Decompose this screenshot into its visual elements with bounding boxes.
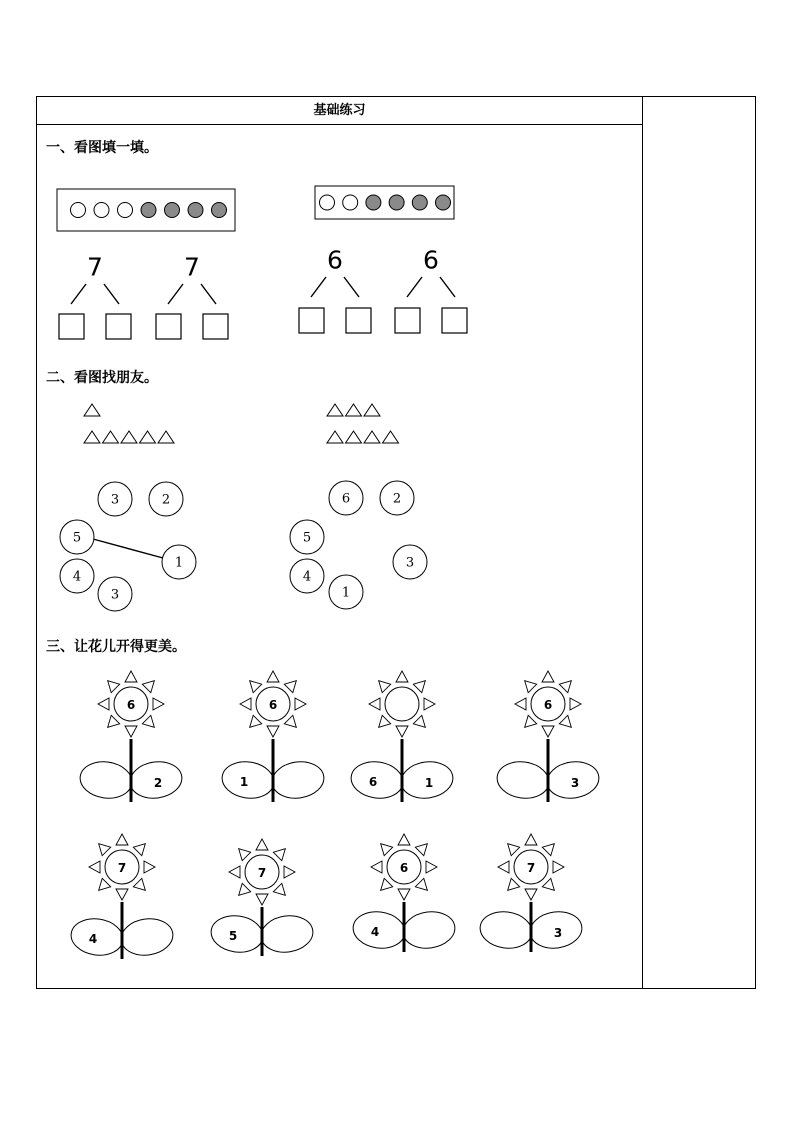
match-line — [93, 539, 163, 558]
flower-petal — [99, 878, 111, 890]
flower-petal — [229, 866, 240, 878]
flower-center-number: 6 — [126, 698, 136, 712]
number-circle-label: 1 — [174, 555, 184, 571]
flower-petal — [515, 698, 526, 710]
flower-leaf-left — [478, 909, 535, 952]
flower-petal — [108, 715, 120, 727]
triangle — [364, 431, 380, 443]
flower-right-number: 3 — [553, 926, 563, 940]
number-circle-label: 5 — [302, 530, 312, 546]
number-circle-label: 5 — [72, 530, 82, 546]
bead-gray — [141, 203, 156, 218]
bead-white — [343, 195, 358, 210]
triangle — [327, 431, 343, 443]
flower-petal — [525, 681, 537, 693]
decomposition-total: 6 — [327, 245, 343, 275]
flower-petal — [125, 671, 137, 682]
branch-line — [71, 284, 86, 304]
flower-petal — [381, 878, 393, 890]
flower-leaf-right — [401, 909, 458, 952]
flower-petal — [239, 849, 251, 861]
flower-left-number: 4 — [88, 932, 98, 946]
flower-petal — [542, 671, 554, 682]
triangle — [140, 431, 156, 443]
flower-petal — [284, 681, 296, 693]
flower-petal — [498, 861, 509, 873]
number-circle-label: 6 — [341, 491, 351, 507]
triangle — [103, 431, 119, 443]
bead-gray — [436, 195, 451, 210]
flower-petal — [415, 844, 427, 856]
bead-white — [118, 203, 133, 218]
bead-white — [71, 203, 86, 218]
triangle — [327, 404, 343, 416]
flower-petal — [133, 844, 145, 856]
flower-petal — [240, 698, 251, 710]
decomposition-total: 7 — [87, 252, 103, 282]
flower-leaf-right — [119, 916, 176, 959]
section-one-heading: 一、看图填一填。 — [46, 140, 158, 156]
number-circle-label: 3 — [110, 587, 120, 603]
number-circle-label: 3 — [405, 555, 415, 571]
number-circle-label: 4 — [302, 569, 312, 585]
flower-petal — [273, 849, 285, 861]
flower-petal — [379, 681, 391, 693]
flower-petal — [559, 681, 571, 693]
flower-petal — [239, 883, 251, 895]
triangle — [84, 404, 100, 416]
flower-petal — [381, 844, 393, 856]
flower-petal — [133, 878, 145, 890]
flower-left-number: 1 — [239, 775, 249, 789]
flower-center-number: 6 — [268, 698, 278, 712]
page-title: 基础练习 — [313, 103, 366, 118]
branch-line — [407, 277, 422, 297]
bead-gray — [212, 203, 227, 218]
flower-petal — [99, 844, 111, 856]
answer-box — [156, 314, 181, 339]
triangle — [121, 431, 137, 443]
flower-petal — [413, 681, 425, 693]
number-circle-label: 3 — [110, 492, 120, 508]
flower-petal — [284, 866, 295, 878]
flower-petal — [267, 726, 279, 737]
flower-petal — [125, 726, 137, 737]
answer-box — [395, 308, 420, 333]
bead-gray — [188, 203, 203, 218]
flower-petal — [559, 715, 571, 727]
flower-leaf-right — [259, 913, 316, 956]
flower-petal — [542, 726, 554, 737]
flower-left-number: 6 — [368, 775, 378, 789]
flower-petal — [153, 698, 164, 710]
flower-right-number: 2 — [153, 776, 163, 790]
flower-petal — [570, 698, 581, 710]
answer-box — [299, 308, 324, 333]
flower-petal — [542, 844, 554, 856]
bead-box — [315, 186, 454, 219]
flower-petal — [250, 715, 262, 727]
branch-line — [344, 277, 359, 297]
number-circle-label: 1 — [341, 585, 351, 601]
flower-petal — [250, 681, 262, 693]
flower-petal — [508, 878, 520, 890]
flower-petal — [424, 698, 435, 710]
triangle — [346, 431, 362, 443]
flower-petal — [267, 671, 279, 682]
flower-petal — [256, 894, 268, 905]
flower-center-number: 7 — [257, 866, 267, 880]
branch-line — [201, 284, 216, 304]
section-two-heading: 二、看图找朋友。 — [46, 370, 158, 386]
flower-petal — [396, 726, 408, 737]
triangle — [158, 431, 174, 443]
bead-gray — [165, 203, 180, 218]
flower-petal — [398, 889, 410, 900]
flower-leaf-left — [78, 759, 135, 802]
flower-center-number: 6 — [399, 861, 409, 875]
flower-center-number: 7 — [526, 861, 536, 875]
flower-petal — [108, 681, 120, 693]
triangle — [84, 431, 100, 443]
triangle — [346, 404, 362, 416]
bead-gray — [366, 195, 381, 210]
flower-left-number: 4 — [370, 925, 380, 939]
number-circle-label: 4 — [72, 569, 82, 585]
branch-line — [440, 277, 455, 297]
flower-petal — [369, 698, 380, 710]
answer-box — [106, 314, 131, 339]
flower-left-number: 5 — [228, 929, 238, 943]
flower-petal — [542, 878, 554, 890]
flower-right-number: 3 — [570, 776, 580, 790]
flower-petal — [426, 861, 437, 873]
answer-box — [346, 308, 371, 333]
triangle — [364, 404, 380, 416]
flower-petal — [98, 698, 109, 710]
flower-petal — [256, 839, 268, 850]
flower-leaf-left — [495, 759, 552, 802]
flower-petal — [508, 844, 520, 856]
flower-petal — [553, 861, 564, 873]
flower-right-number: 1 — [424, 776, 434, 790]
decomposition-total: 7 — [184, 252, 200, 282]
number-circle-label: 2 — [161, 492, 171, 508]
decomposition-total: 6 — [423, 245, 439, 275]
flower-petal — [144, 861, 155, 873]
flower-center-number: 6 — [543, 698, 553, 712]
flower-petal — [525, 715, 537, 727]
flower-head — [385, 687, 419, 721]
flower-petal — [116, 834, 128, 845]
bead-gray — [412, 195, 427, 210]
bead-white — [320, 195, 335, 210]
triangle — [383, 431, 399, 443]
answer-box — [442, 308, 467, 333]
flower-center-number: 7 — [117, 861, 127, 875]
flower-petal — [415, 878, 427, 890]
flower-petal — [273, 883, 285, 895]
bead-gray — [389, 195, 404, 210]
flower-petal — [396, 671, 408, 682]
flower-petal — [284, 715, 296, 727]
branch-line — [311, 277, 326, 297]
flower-leaf-right — [270, 759, 327, 802]
answer-box — [203, 314, 228, 339]
flower-petal — [142, 681, 154, 693]
flower-petal — [142, 715, 154, 727]
flower-petal — [295, 698, 306, 710]
branch-line — [168, 284, 183, 304]
number-circle-label: 2 — [392, 491, 402, 507]
flower-petal — [116, 889, 128, 900]
flower-petal — [525, 889, 537, 900]
answer-box — [59, 314, 84, 339]
flower-petal — [371, 861, 382, 873]
bead-white — [94, 203, 109, 218]
flower-petal — [89, 861, 100, 873]
flower-petal — [413, 715, 425, 727]
branch-line — [104, 284, 119, 304]
flower-petal — [379, 715, 391, 727]
flower-petal — [525, 834, 537, 845]
flower-petal — [398, 834, 410, 845]
section-three-heading: 三、让花儿开得更美。 — [46, 639, 186, 655]
